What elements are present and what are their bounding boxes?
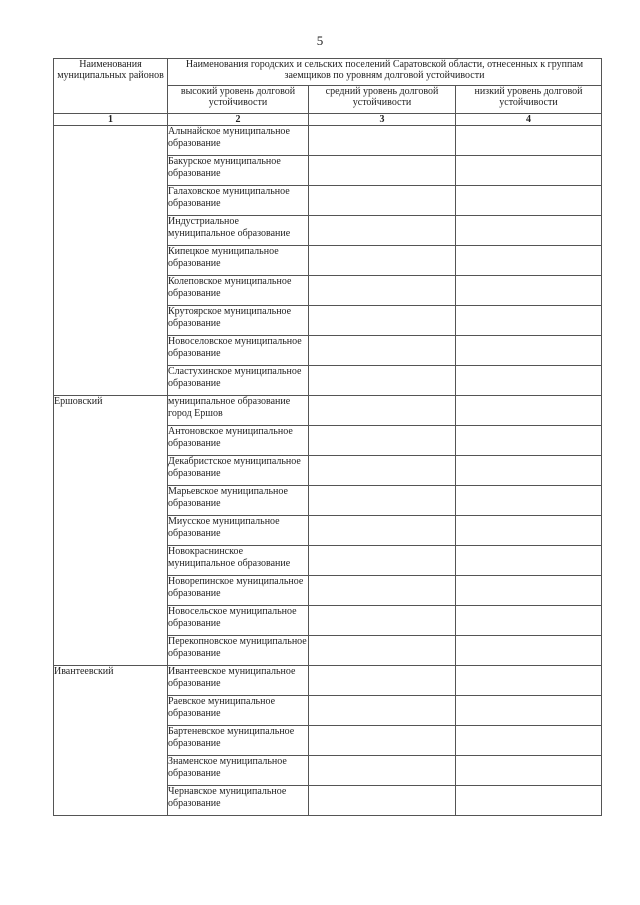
medium-level-cell	[309, 576, 456, 606]
settlement-name: Марьевское муниципальное образование	[168, 486, 309, 516]
medium-level-cell	[309, 516, 456, 546]
district-name	[54, 126, 168, 396]
settlement-name: Сластухинское муниципальное образование	[168, 366, 309, 396]
medium-level-cell	[309, 156, 456, 186]
header-low: низкий уровень долговой устойчивости	[456, 86, 602, 114]
low-level-cell	[456, 456, 602, 486]
header-district: Наименования муниципальных районов	[54, 59, 168, 114]
medium-level-cell	[309, 426, 456, 456]
medium-level-cell	[309, 246, 456, 276]
settlement-name: Декабристское муниципальное образование	[168, 456, 309, 486]
district-name: Ершовский	[54, 396, 168, 666]
column-number-row	[54, 114, 602, 126]
medium-level-cell	[309, 216, 456, 246]
medium-level-cell	[309, 336, 456, 366]
low-level-cell	[456, 246, 602, 276]
settlement-name: Новорепинское муниципальное образование	[168, 576, 309, 606]
low-level-cell	[456, 306, 602, 336]
page-number: 5	[316, 33, 324, 48]
low-level-cell	[456, 636, 602, 666]
table-row	[54, 396, 602, 426]
medium-level-cell	[309, 786, 456, 816]
medium-level-cell	[309, 456, 456, 486]
table-body	[54, 126, 602, 816]
medium-level-cell	[309, 366, 456, 396]
settlement-name: Новокраснинское муниципальное образование	[168, 546, 309, 576]
header-medium: средний уровень долговой устойчивости	[309, 86, 456, 114]
medium-level-cell	[309, 186, 456, 216]
medium-level-cell	[309, 726, 456, 756]
low-level-cell	[456, 726, 602, 756]
medium-level-cell	[309, 396, 456, 426]
settlement-name: Миусское муниципальное образование	[168, 516, 309, 546]
settlement-name: Алынайское муниципальное образование	[168, 126, 309, 156]
settlement-name: Колеповское муниципальное образование	[168, 276, 309, 306]
debt-sustainability-table	[53, 58, 602, 816]
column-number: 2	[168, 114, 309, 126]
low-level-cell	[456, 426, 602, 456]
table-row	[54, 126, 602, 156]
low-level-cell	[456, 606, 602, 636]
settlement-name: Бакурское муниципальное образование	[168, 156, 309, 186]
low-level-cell	[456, 336, 602, 366]
medium-level-cell	[309, 276, 456, 306]
settlement-name: Раевское муниципальное образование	[168, 696, 309, 726]
settlement-name: Ивантеевское муниципальное образование	[168, 666, 309, 696]
settlement-name: муниципальное образование город Ершов	[168, 396, 309, 426]
medium-level-cell	[309, 666, 456, 696]
column-number: 3	[309, 114, 456, 126]
settlement-name: Перекопновское муниципальное образование	[168, 636, 309, 666]
low-level-cell	[456, 156, 602, 186]
low-level-cell	[456, 216, 602, 246]
settlement-name: Индустриальное муниципальное образование	[168, 216, 309, 246]
low-level-cell	[456, 786, 602, 816]
low-level-cell	[456, 666, 602, 696]
header-high: высокий уровень долговой устойчивости	[168, 86, 309, 114]
settlement-name: Крутоярское муниципальное образование	[168, 306, 309, 336]
low-level-cell	[456, 576, 602, 606]
medium-level-cell	[309, 606, 456, 636]
low-level-cell	[456, 756, 602, 786]
medium-level-cell	[309, 756, 456, 786]
settlement-name: Чернавское муниципальное образование	[168, 786, 309, 816]
settlement-name: Новосельское муниципальное образование	[168, 606, 309, 636]
medium-level-cell	[309, 636, 456, 666]
header-group-title: Наименования городских и сельских поселений Саратовской области, отнесенных к группам заемщиков по уровням долговой устойчивости	[168, 59, 602, 86]
low-level-cell	[456, 696, 602, 726]
table-row	[54, 666, 602, 696]
column-number: 4	[456, 114, 602, 126]
low-level-cell	[456, 396, 602, 426]
column-number: 1	[54, 114, 168, 126]
low-level-cell	[456, 366, 602, 396]
medium-level-cell	[309, 696, 456, 726]
low-level-cell	[456, 516, 602, 546]
settlement-name: Антоновское муниципальное образование	[168, 426, 309, 456]
low-level-cell	[456, 276, 602, 306]
settlement-name: Знаменское муниципальное образование	[168, 756, 309, 786]
settlement-name: Новоселовское муниципальное образование	[168, 336, 309, 366]
medium-level-cell	[309, 306, 456, 336]
settlement-name: Бартеневское муниципальное образование	[168, 726, 309, 756]
settlement-name: Кипецкое муниципальное образование	[168, 246, 309, 276]
low-level-cell	[456, 126, 602, 156]
settlement-name: Галаховское муниципальное образование	[168, 186, 309, 216]
medium-level-cell	[309, 486, 456, 516]
medium-level-cell	[309, 126, 456, 156]
low-level-cell	[456, 486, 602, 516]
low-level-cell	[456, 186, 602, 216]
medium-level-cell	[309, 546, 456, 576]
low-level-cell	[456, 546, 602, 576]
district-name: Ивантеевский	[54, 666, 168, 816]
